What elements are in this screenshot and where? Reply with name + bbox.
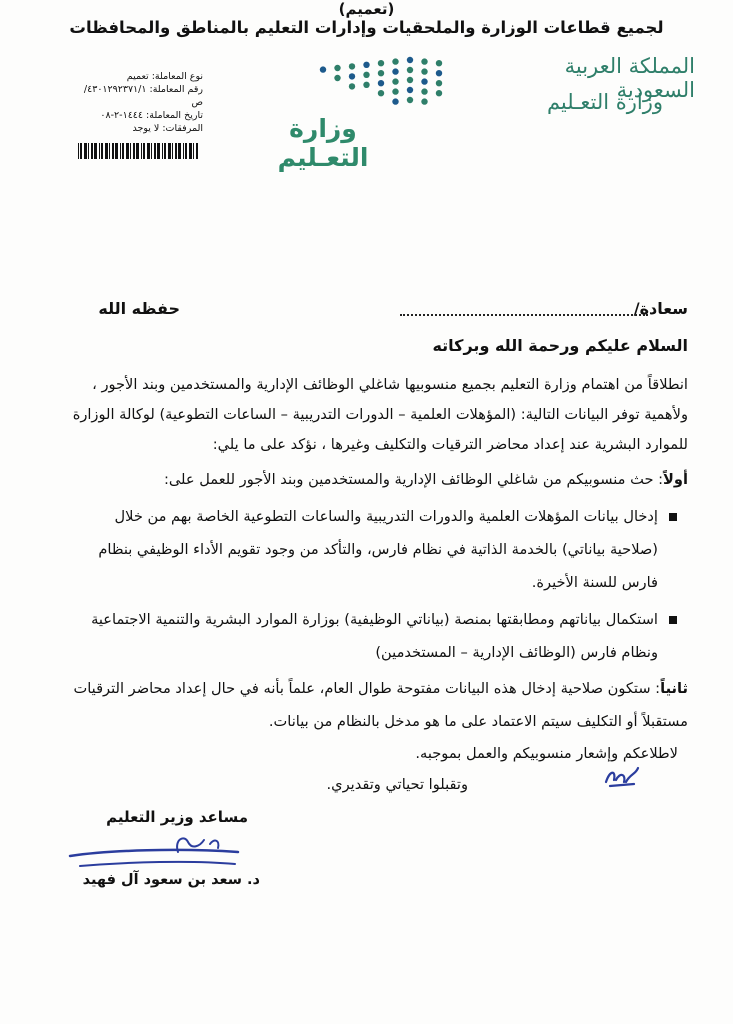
logo-dot xyxy=(407,77,413,83)
salutation-prefix: سعادة/ xyxy=(633,299,688,318)
barcode-bar xyxy=(122,143,124,159)
barcode-bar xyxy=(143,143,145,159)
logo-dot xyxy=(392,68,398,74)
salutation-suffix: حفظه الله xyxy=(98,299,180,318)
logo-dot xyxy=(392,98,398,104)
logo-dot xyxy=(436,70,442,76)
logo-dot xyxy=(421,68,427,74)
logo-dot xyxy=(378,80,384,86)
logo-dot xyxy=(349,73,355,79)
barcode-bar xyxy=(91,143,93,159)
second-line-1: : ستكون صلاحية إدخال هذه البيانات مفتوحة طوال العام، علماً بأنه في حال إعداد محاضر الترقيات xyxy=(73,680,661,697)
barcode-bar xyxy=(196,143,198,159)
logo-text: وزارة التعـليم xyxy=(277,114,369,172)
barcode-bar xyxy=(175,143,177,159)
logo-dot xyxy=(334,75,340,81)
logo-dot xyxy=(349,63,355,69)
second-point xyxy=(43,679,688,699)
logo-dot xyxy=(407,87,413,93)
barcode-bar xyxy=(84,143,87,159)
logo-dot xyxy=(378,90,384,96)
document-title: (تعميم) xyxy=(338,0,395,18)
barcode-bar xyxy=(120,143,121,159)
barcode-bar xyxy=(178,143,181,159)
logo-dot xyxy=(407,57,413,63)
logo-dot xyxy=(436,60,442,66)
first-label: أولاً xyxy=(663,471,688,488)
barcode-bar xyxy=(133,143,135,159)
logo-dot xyxy=(436,80,442,86)
meta-number: رقم المعاملة: ٤٣٠١٢٩٢٣٧١/١/ص xyxy=(83,84,203,108)
document-subtitle: لجميع قطاعات الوزارة والملحقيات وإدارات التعليم بالمناطق والمحافظات xyxy=(69,18,664,37)
barcode-bar xyxy=(105,143,108,159)
barcode-bar xyxy=(141,143,142,159)
barcode-bar xyxy=(130,143,131,159)
barcode-bar xyxy=(147,143,150,159)
barcode-bar xyxy=(151,143,152,159)
logo-dot xyxy=(392,58,398,64)
barcode-bar xyxy=(109,143,110,159)
barcode-bar xyxy=(94,143,97,159)
greeting: السلام عليكم ورحمة الله وبركاته xyxy=(432,336,688,355)
bullet-2-line-2: ونظام فارس (الوظائف الإدارية – المستخدمين) xyxy=(375,644,658,661)
logo-dot xyxy=(421,98,427,104)
ministry-name: وزارة التعـليم xyxy=(546,90,663,114)
bullet-1-line-1: إدخال بيانات المؤهلات العلمية والدورات التدريبية والساعات التطوعية الخاصة بهم من خلال xyxy=(114,508,658,525)
barcode-bar xyxy=(164,143,166,159)
logo-dot xyxy=(407,67,413,73)
barcode-bar xyxy=(101,143,103,159)
meta-date: تاريخ المعاملة: ١٤٤٤-٢-٠٨ xyxy=(100,110,203,121)
salutation-dotted-line xyxy=(400,314,648,316)
barcode-bar xyxy=(78,143,79,159)
logo-dot xyxy=(378,70,384,76)
first-text: : حث منسوبيكم من شاغلي الوظائف الإدارية والمستخدمين وبند الأجور للعمل على: xyxy=(163,471,664,488)
bullet-1-line-3: فارس للسنة الأخيرة. xyxy=(531,574,658,591)
second-label: ثانياً xyxy=(660,680,688,697)
kingdom-name: المملكة العربية السعودية xyxy=(564,54,695,102)
closing-line-1: لاطلاعكم وإشعار منسوبيكم والعمل بموجبه. xyxy=(415,745,678,762)
barcode-bar xyxy=(172,143,173,159)
barcode-bar xyxy=(99,143,100,159)
logo-dot xyxy=(363,82,369,88)
logo-dot xyxy=(421,88,427,94)
barcode-bar xyxy=(154,143,156,159)
logo-dot xyxy=(320,66,326,72)
barcode-bar xyxy=(193,143,194,159)
bullet-2-marker xyxy=(669,616,679,626)
logo-dot xyxy=(363,72,369,78)
logo-dot xyxy=(436,90,442,96)
logo-dot xyxy=(392,78,398,84)
first-point xyxy=(43,470,688,490)
barcode-bar xyxy=(162,143,163,159)
barcode-bar xyxy=(136,143,139,159)
bullet-1-line-2: (صلاحية بياناتي) بالخدمة الذاتية في نظام فارس، والتأكد من وجود تقويم الأداء الوظيفي بنظام xyxy=(98,541,658,558)
barcode-bar xyxy=(126,143,129,159)
barcode-bar xyxy=(183,143,184,159)
intro-line-2: ولأهمية توفر البيانات التالية: (المؤهلات العلمية – الدورات التدريبية – الساعات التطوعية) لوكالة الوزارة xyxy=(72,406,688,423)
initials-mark-icon xyxy=(600,762,644,792)
bullet-2-line-1: استكمال بياناتهم ومطابقتها بمنصة (بياناتي الوظيفية) بوزارة الموارد البشرية والتنمية الاجتماعية xyxy=(91,611,658,628)
logo-dot xyxy=(421,78,427,84)
intro-line-3: للموارد البشرية عند إعداد محاضر الترقيات والتكليف وغيرها ، نؤكد على ما يلي: xyxy=(212,436,688,453)
logo-dot xyxy=(392,88,398,94)
logo-dot xyxy=(378,60,384,66)
barcode-bar xyxy=(88,143,89,159)
logo-dot xyxy=(334,65,340,71)
barcode-bar xyxy=(115,143,118,159)
signer-name: د. سعد بن سعود آل فهيد xyxy=(82,872,260,888)
barcode-bar xyxy=(189,143,192,159)
meta-type: نوع المعاملة: تعميم xyxy=(126,71,203,82)
meta-attachments: المرفقات: لا يوجد xyxy=(132,123,203,134)
transaction-meta xyxy=(78,70,203,135)
logo-dot xyxy=(349,83,355,89)
second-line-2: مستقبلاً أو التكليف سيتم الاعتماد على ما هو مدخل بالنظام من بيانات. xyxy=(268,713,688,730)
barcode-bar xyxy=(157,143,160,159)
intro-line-1: انطلاقاً من اهتمام وزارة التعليم بجميع منسوبيها شاغلي الوظائف الإدارية والمستخدمين وبند الأجور ، xyxy=(92,376,688,393)
barcode-bar xyxy=(80,143,82,159)
barcode-bar xyxy=(168,143,171,159)
signature-icon xyxy=(60,826,250,876)
barcode-icon xyxy=(78,143,200,159)
barcode-bar xyxy=(185,143,187,159)
logo-dot xyxy=(421,58,427,64)
logo-dot xyxy=(407,97,413,103)
barcode-bar xyxy=(112,143,114,159)
closing-line-2: وتقبلوا تحياتي وتقديري. xyxy=(326,776,468,793)
logo-dot xyxy=(363,62,369,68)
bullet-1-marker xyxy=(669,513,679,523)
signer-title: مساعد وزير التعليم xyxy=(106,808,248,826)
